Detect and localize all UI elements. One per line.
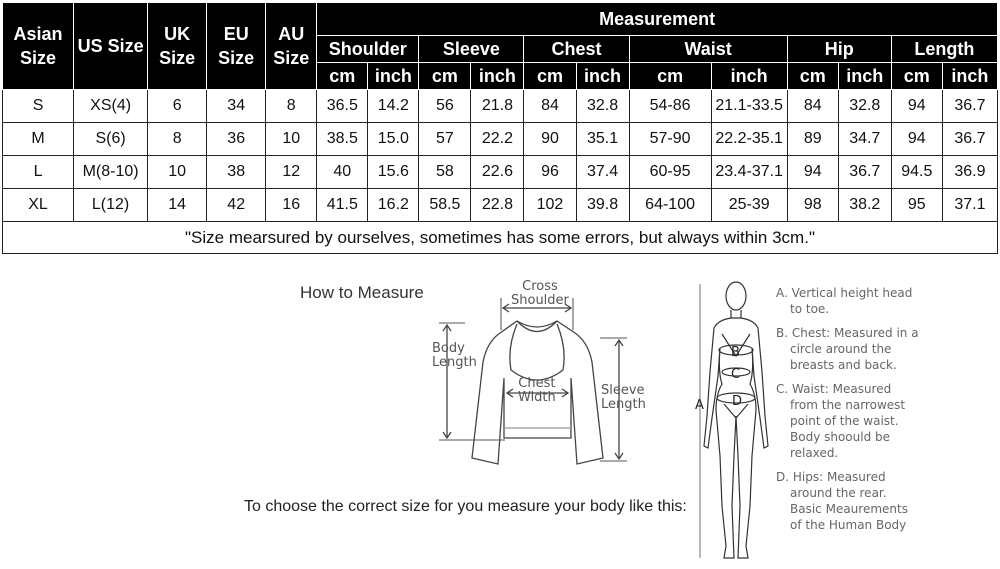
unit-cell: cm (524, 63, 576, 90)
table-body (3, 90, 998, 222)
note-a (776, 285, 998, 317)
table-cell: S(6) (74, 123, 148, 156)
table-cell: 35.1 (576, 123, 629, 156)
unit-cell: cm (317, 63, 368, 90)
body-letter-d: D (732, 394, 743, 409)
table-cell: 15.6 (368, 156, 419, 189)
body-letter-c: C (731, 367, 741, 382)
table-cell: 14.2 (368, 90, 419, 123)
unit-cell: inch (368, 63, 419, 90)
table-cell: 57-90 (629, 123, 711, 156)
table-cell: 96 (524, 156, 576, 189)
unit-cell: inch (576, 63, 629, 90)
size-chart-table (2, 2, 998, 254)
body-length-label-line: Body (432, 341, 465, 356)
measurement-header: Measurement (317, 3, 998, 36)
group-waist: Waist (629, 36, 787, 63)
cross-shoulder-label-line: Shoulder (511, 293, 569, 308)
table-cell: 22.2-35.1 (711, 123, 787, 156)
table-cell: 22.6 (471, 156, 524, 189)
table-cell: XL (3, 189, 74, 222)
table-cell: 36.7 (838, 156, 891, 189)
unit-cell: cm (419, 63, 471, 90)
sleeve-length-label-line: Sleeve (601, 383, 645, 398)
table-cell: 10 (148, 156, 207, 189)
table-cell: 8 (266, 90, 317, 123)
note-c (776, 381, 998, 461)
note-line: of the Human Body (790, 518, 907, 532)
table-cell: 56 (419, 90, 471, 123)
table-row (3, 189, 998, 222)
cross-shoulder-label (511, 280, 569, 308)
table-cell: 58 (419, 156, 471, 189)
group-sleeve: Sleeve (419, 36, 524, 63)
note-row (3, 222, 998, 254)
table-cell: 8 (148, 123, 207, 156)
note-line: C. Waist: Measured (776, 382, 892, 396)
table-cell: 34 (207, 90, 266, 123)
body-letter-b: B (731, 345, 740, 360)
table-cell: 36.7 (942, 123, 997, 156)
body-length-label-line: Length (432, 355, 477, 370)
table-cell: 84 (524, 90, 576, 123)
table-cell: 40 (317, 156, 368, 189)
col-asian-size: Asian Size (3, 3, 74, 90)
unit-cell: cm (891, 63, 942, 90)
cross-shoulder-label-line: Cross (522, 279, 558, 294)
table-header (3, 3, 998, 90)
note-line: Basic Meaurements (790, 502, 908, 516)
table-cell: S (3, 90, 74, 123)
table-cell: 95 (891, 189, 942, 222)
table-cell: 84 (787, 90, 838, 123)
table-cell: 25-39 (711, 189, 787, 222)
table-cell: 37.4 (576, 156, 629, 189)
table-row (3, 156, 998, 189)
note-b (776, 325, 998, 373)
table-cell: 98 (787, 189, 838, 222)
table-cell: 57 (419, 123, 471, 156)
table-cell: 41.5 (317, 189, 368, 222)
table-cell: 102 (524, 189, 576, 222)
note-d (776, 469, 998, 533)
group-chest: Chest (524, 36, 629, 63)
choose-size-instruction: To choose the correct size for you measure your body like this: (244, 498, 687, 515)
table-cell: 94.5 (891, 156, 942, 189)
table-cell: 16.2 (368, 189, 419, 222)
table-cell: 89 (787, 123, 838, 156)
table-row (3, 90, 998, 123)
note-line: relaxed. (790, 446, 839, 460)
table-cell: 37.1 (942, 189, 997, 222)
table-cell: 21.1-33.5 (711, 90, 787, 123)
table-cell: 36.5 (317, 90, 368, 123)
table-cell: 94 (891, 123, 942, 156)
table-cell: 36.9 (942, 156, 997, 189)
sleeve-length-label (601, 384, 646, 412)
unit-cell: inch (471, 63, 524, 90)
group-length: Length (891, 36, 997, 63)
table-cell: M(8-10) (74, 156, 148, 189)
table-cell: 15.0 (368, 123, 419, 156)
table-cell: 42 (207, 189, 266, 222)
sleeve-length-label-line: Length (601, 397, 646, 412)
note-line: from the narrowest (790, 398, 906, 412)
table-cell: 12 (266, 156, 317, 189)
table-cell: 22.2 (471, 123, 524, 156)
note-line: Body shoould be (790, 430, 891, 444)
table-cell: 14 (148, 189, 207, 222)
body-letter-a: A (695, 398, 704, 413)
table-cell: 23.4-37.1 (711, 156, 787, 189)
size-note: "Size mearsured by ourselves, sometimes has some errors, but always within 3cm." (3, 222, 998, 254)
table-cell: 39.8 (576, 189, 629, 222)
unit-cell: inch (942, 63, 997, 90)
measurement-notes (776, 285, 998, 541)
note-line: D. Hips: Measured (776, 470, 886, 484)
unit-cell: inch (711, 63, 787, 90)
table-cell: 94 (787, 156, 838, 189)
chest-width-label-line: Chest (518, 376, 556, 391)
note-line: breasts and back. (790, 358, 897, 372)
table-cell: 58.5 (419, 189, 471, 222)
table-cell: 38.5 (317, 123, 368, 156)
note-line: B. Chest: Measured in a (776, 326, 919, 340)
table-cell: XS(4) (74, 90, 148, 123)
note-line: around the rear. (790, 486, 887, 500)
table-cell: L(12) (74, 189, 148, 222)
col-eu-size: EU Size (207, 3, 266, 90)
table-cell: 32.8 (576, 90, 629, 123)
table-row (3, 123, 998, 156)
table-cell: M (3, 123, 74, 156)
body-figure-diagram (690, 276, 780, 568)
table-cell: 54-86 (629, 90, 711, 123)
table-cell: 38.2 (838, 189, 891, 222)
table-cell: 60-95 (629, 156, 711, 189)
table-cell: L (3, 156, 74, 189)
group-shoulder: Shoulder (317, 36, 419, 63)
table-cell: 36.7 (942, 90, 997, 123)
table-cell: 16 (266, 189, 317, 222)
table-cell: 32.8 (838, 90, 891, 123)
body-length-label (432, 342, 477, 370)
chest-width-label (518, 377, 556, 405)
table-cell: 36 (207, 123, 266, 156)
unit-cell: cm (629, 63, 711, 90)
unit-cell: cm (787, 63, 838, 90)
col-us-size: US Size (74, 3, 148, 90)
note-line: point of the waist. (790, 414, 899, 428)
table-cell: 64-100 (629, 189, 711, 222)
note-line: A. Vertical height head (776, 286, 913, 300)
how-to-measure-title: How to Measure (300, 283, 424, 302)
table-cell: 38 (207, 156, 266, 189)
note-line: to toe. (790, 302, 830, 316)
unit-cell: inch (838, 63, 891, 90)
table-cell: 34.7 (838, 123, 891, 156)
chest-width-label-line: Width (518, 390, 556, 405)
group-hip: Hip (787, 36, 891, 63)
note-line: circle around the (790, 342, 892, 356)
table-cell: 90 (524, 123, 576, 156)
col-uk-size: UK Size (148, 3, 207, 90)
table-cell: 6 (148, 90, 207, 123)
table-cell: 10 (266, 123, 317, 156)
table-cell: 94 (891, 90, 942, 123)
col-au-size: AU Size (266, 3, 317, 90)
table-cell: 22.8 (471, 189, 524, 222)
table-cell: 21.8 (471, 90, 524, 123)
